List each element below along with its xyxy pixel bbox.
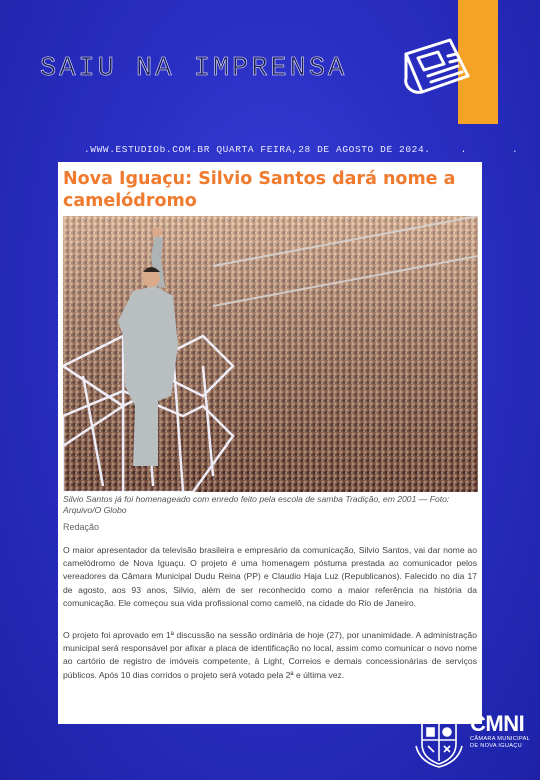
page-title: SAIU NA IMPRENSA [40,54,348,84]
dateline-dots: . . [460,144,538,155]
newspaper-icon [398,36,484,98]
brand-mark: CMNI [470,711,525,736]
municipal-crest-icon [414,706,464,768]
brand-line-1: CÂMARA MUNICIPAL [470,736,531,742]
article-paragraph: O projeto foi aprovado em 1ª discussão na sessão ordinária de hoje (27), por unanimidade. A administração municipal será responsável por afixar a placa de identificação no local, assim como comunicar o novo nome ao cartório de registro de imóveis competente, à Light, Correios e demais concessionárias de serviços públicos. Após 10 dias corridos o projeto será votado pela 2ª e última vez. [63,630,477,680]
article-byline: Redação [63,522,100,532]
brand-line-2: DE NOVA IGUAÇU [470,743,522,749]
cmni-brand [470,712,536,750]
article-paragraph: O maior apresentador da televisão brasileira e empresário da comunicação, Silvio Santos, vai dar nome ao camelódromo de Nova Iguaçu. O projeto é uma homenagem póstuma prestada ao comunicador pelos vereadores da Câmara Municipal Dudu Reina (PP) e Claudio Haja Luz (Republicanos). Falecido no dia 17 de agosto, aos 93 anos, Silvio, além de ser reconhecido como a maior referência na história da comunicação. Ele começou sua vida profissional como camelô, na cidade do Rio de Janeiro. [63,545,477,608]
article-headline: Nova Iguaçu: Silvio Santos dará nome a camelódromo [63,169,456,211]
photo-caption: Silvio Santos já foi homenageado com enredo feito pela escola de samba Tradição, em 2001 — Foto: Arquivo/O Globo [63,494,450,515]
dateline [84,144,540,155]
article-photo [63,216,478,492]
dateline-text: .WWW.ESTUDIOb.COM.BR QUARTA FEIRA,28 DE AGOSTO DE 2024. [84,144,431,155]
article-card [58,162,482,724]
